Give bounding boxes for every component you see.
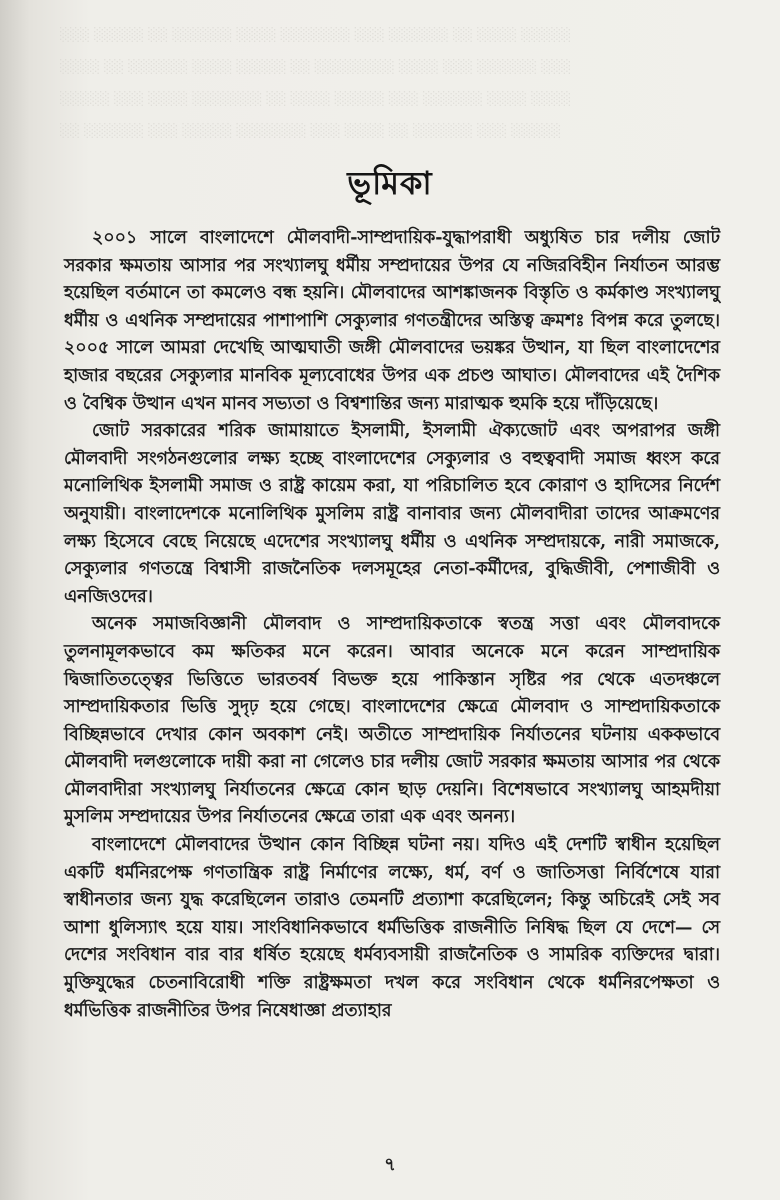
paragraph-3: অনেক সমাজবিজ্ঞানী মৌলবাদ ও সাম্প্রদায়িকতাকে স্বতন্ত্র সত্তা এবং মৌলবাদকে তুলনামূলকভাবে কম ক্ষতিকর মনে করেন। আবার অনেকে মনে করেন সাম্প্রদায়িক দ্বিজাতিতত্ত্বের ভিত্তিতে ভারতবর্ষ বিভক্ত হয়ে পাকিস্তান সৃষ্টির পর থেকে এতদঞ্চলে সাম্প্রদায়িকতার ভিত্তি সুদৃঢ় হয়ে গেছে। বাংলাদেশের ক্ষেত্রে মৌলবাদ ও সাম্প্রদায়িকতাকে বিচ্ছিন্নভাবে দেখার কোন অবকাশ নেই। অতীতে সাম্প্রদায়িক নির্যাতনের ঘটনায় এককভাবে মৌলবাদী দলগুলোকে দায়ী করা না গেলেও চার দলীয় জোট সরকার ক্ষমতায় আসার পর থেকে মৌলবাদীরা সংখ্যালঘু নির্যাতনের ক্ষেত্রে কোন ছাড় দেয়নি। বিশেষভাবে সংখ্যালঘু আহমদীয়া মুসলিম সম্প্রদায়ের উপর নির্যাতনের ক্ষেত্রে তারা এক এবং অনন্য।	[64, 614, 720, 828]
body-text	[64, 225, 720, 1025]
paragraph-4: বাংলাদেশে মৌলবাদের উত্থান কোন বিচ্ছিন্ন ঘটনা নয়। যদিও এই দেশটি স্বাধীন হয়েছিল একটি ধর্মনিরপেক্ষ গণতান্ত্রিক রাষ্ট্র নির্মাণের লক্ষ্যে, ধর্ম, বর্ণ ও জাতিসত্তা নির্বিশেষে যারা স্বাধীনতার জন্য যুদ্ধ করেছিলেন তারাও তেমনটি প্রত্যাশা করেছিলেন; কিন্তু অচিরেই সেই সব আশা ধুলিস্যাৎ হয়ে যায়। সাংবিধানিকভাবে ধর্মভিত্তিক রাজনীতি নিষিদ্ধ ছিল যে দেশে— সে দেশের সংবিধান বার বার ধর্ষিত হয়েছে ধর্মব্যবসায়ী রাজনৈতিক ও সামরিক ব্যক্তিদের দ্বারা। মুক্তিযুদ্ধের চেতনাবিরোধী শক্তি রাষ্ট্রক্ষমতা দখল করে সংবিধান থেকে ধর্মনিরপেক্ষতা ও ধর্মভিত্তিক রাজনীতির উপর নিষেধাজ্ঞা প্রত্যাহার	[64, 835, 720, 1021]
paragraph-1: ২০০১ সালে বাংলাদেশে মৌলবাদী-সাম্প্রদায়িক-যুদ্ধাপরাধী অধ্যুষিত চার দলীয় জোট সরকার ক্ষমতায় আসার পর সংখ্যালঘু ধর্মীয় সম্প্রদায়ের উপর যে নজিরবিহীন নির্যাতন আরম্ভ হয়েছিল বর্তমানে তা কমলেও বন্ধ হয়নি। মৌলবাদের আশঙ্কাজনক বিস্তৃতি ও কর্মকাণ্ড সংখ্যালঘু ধর্মীয় ও এথনিক সম্প্রদায়ের পাশাপাশি সেক্যুলার গণতন্ত্রীদের অস্তিত্ব ক্রমশঃ বিপন্ন করে তুলছে। ২০০৫ সালে আমরা দেখেছি আত্মঘাতী জঙ্গী মৌলবাদের ভয়ঙ্কর উত্থান, যা ছিল বাংলাদেশের হাজার বছরের সেক্যুলার মানবিক মূল্যবোধের উপর এক প্রচণ্ড আঘাত। মৌলবাদের এই দৈশিক ও বৈশ্বিক উত্থান এখন মানব সভ্যতা ও বিশ্বশান্তির জন্য মারাত্মক হুমকি হয়ে দাঁড়িয়েছে।	[64, 228, 720, 414]
page-number: ৭	[384, 1154, 396, 1175]
paragraph-2: জোট সরকারের শরিক জামায়াতে ইসলামী, ইসলামী ঐক্যজোট এবং অপরাপর জঙ্গী মৌলবাদী সংগঠনগুলোর লক্ষ্য হচ্ছে বাংলাদেশের সেক্যুলার ও বহুত্ববাদী সমাজ ধ্বংস করে মনোলিথিক ইসলামী সমাজ ও রাষ্ট্র কায়েম করা, যা পরিচালিত হবে কোরাণ ও হাদিসের নির্দেশ অনুযায়ী। বাংলাদেশকে মনোলিথিক মুসলিম রাষ্ট্র বানাবার জন্য মৌলবাদীরা তাদের আক্রমণের লক্ষ্য হিসেবে বেছে নিয়েছে এদেশের সংখ্যালঘু ধর্মীয় ও এথনিক সম্প্রদায়কে, নারী সমাজকে, সেক্যুলার গণতন্ত্রে বিশ্বাসী রাজনৈতিক দলসমূহের নেতা-কর্মীদের, বুদ্ধিজীবী, পেশাজীবী ও এনজিওদের।	[64, 421, 720, 607]
page-title: ভূমিকা	[347, 164, 433, 202]
bleed-through-text: ░░░ ░░░░░ ░░ ░░░░░░ ░░░░ ░░░░░░░ ░░░ ░░░░░░ ░░ ░░░░ ░░░░░ ░░░░ ░░ ░░░░░░ ░░░░ ░░░░░ ░░ ░░░░░░░░ ░░░░ ░░░ ░░░░░░ ░░░ ░░░░░ ░░░ ░░░░ ░░░░░░░ ░░ ░░░░ ░░░░░ ░░░ ░░░░░░ ░░░░ ░░░░ ░░ ░░░░░░ ░░░ ░░░░░ ░░░░░░░ ░░░ ░░░░ ░░ ░░░░░░ ░░░ ░░░░░	[60, 28, 572, 139]
